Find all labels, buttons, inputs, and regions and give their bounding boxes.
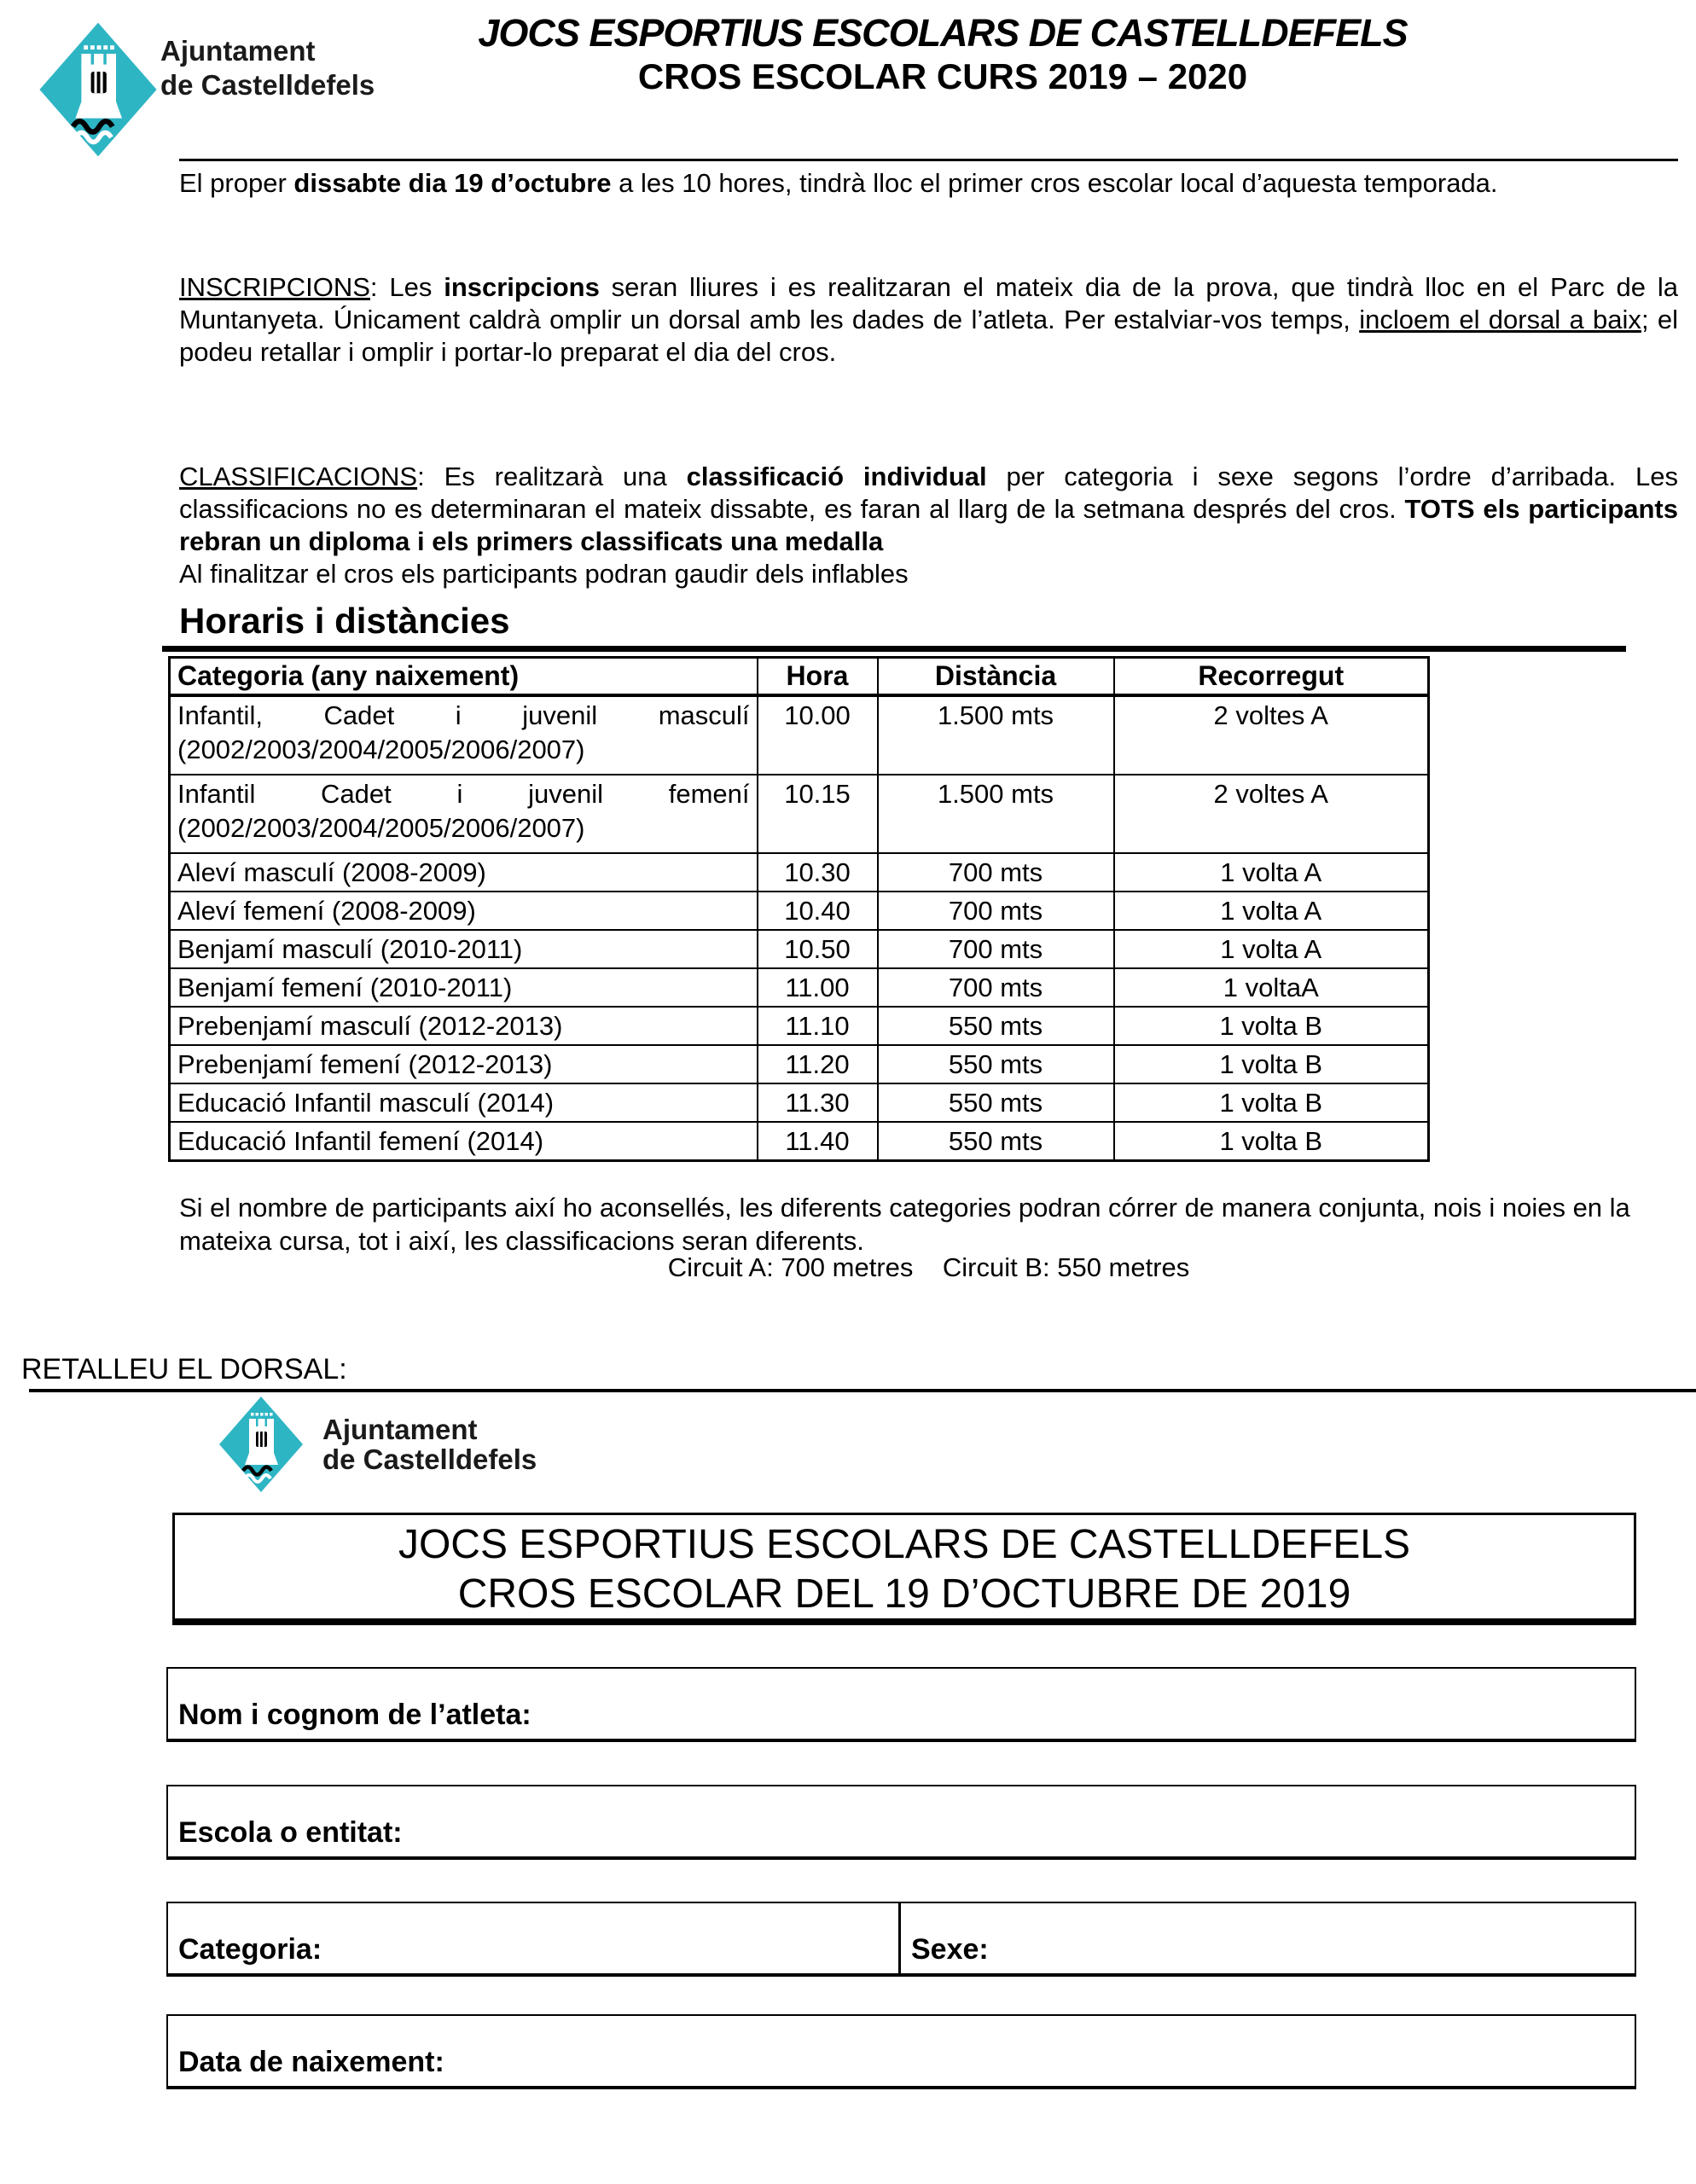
field-category-sex <box>166 1902 1636 1977</box>
logo-line1: Ajuntament <box>160 35 316 67</box>
title-line1: JOCS ESPORTIUS ESCOLARS DE CASTELLDEFELS <box>478 11 1408 55</box>
schedule-cell-distancia: 550 mts <box>878 1083 1114 1122</box>
schedule-cell-categoria: Benjamí masculí (2010-2011) <box>170 930 758 968</box>
schedule-row <box>170 1007 1429 1045</box>
schedule-cell-categoria: Infantil, Cadet i juvenil masculí (2002/2003/2004/2005/2006/2007) <box>170 695 758 775</box>
schedule-cell-categoria: Aleví masculí (2008-2009) <box>170 853 758 892</box>
dorsal-title-line1: JOCS ESPORTIUS ESCOLARS DE CASTELLDEFELS <box>398 1522 1411 1567</box>
schedule-cell-hora: 10.40 <box>758 892 878 930</box>
header-divider <box>179 159 1678 161</box>
schedule-row <box>170 695 1429 775</box>
schedule-row <box>170 892 1429 930</box>
schedule-cell-categoria: Prebenjamí masculí (2012-2013) <box>170 1007 758 1045</box>
participants-note: Si el nombre de participants així ho aconsellés, les diferents categories podran córrer de manera conjunta, nois i noies en la mateixa cursa, tot i així, les classificacions seran diferents. <box>179 1193 1630 1256</box>
schedule-table <box>168 656 1430 1162</box>
inscriptions-paragraph: INSCRIPCIONS: Les inscripcions seran lliures i es realitzaran el mateix dia de la prova, que tindrà lloc en el Parc de la Muntanyeta. Únicament caldrà omplir un dorsal amb les dades de l’atleta. Per estalviar-vos temps, incloem el dorsal a baix; el podeu retallar i omplir i portar-lo preparat el dia del cros. <box>179 272 1678 367</box>
schedule-cell-distancia: 1.500 mts <box>878 775 1114 853</box>
schedule-cell-distancia: 550 mts <box>878 1122 1114 1161</box>
schedule-cell-distancia: 550 mts <box>878 1045 1114 1083</box>
schedule-header-row <box>170 658 1429 696</box>
schedule-rows <box>170 695 1429 1161</box>
schedule-heading-rule <box>162 646 1626 652</box>
schedule-cell-recorregut: 1 volta B <box>1114 1122 1429 1161</box>
schedule-cell-recorregut: 1 voltaA <box>1114 968 1429 1007</box>
schedule-cell-distancia: 700 mts <box>878 853 1114 892</box>
field-athlete-name-label: Nom i cognom de l’atleta: <box>178 1699 531 1731</box>
field-birthdate <box>166 2014 1636 2089</box>
schedule-row <box>170 968 1429 1007</box>
castelldefels-crest-icon <box>38 21 158 162</box>
dorsal-title-line2: CROS ESCOLAR DEL 19 D’OCTUBRE DE 2019 <box>457 1571 1351 1617</box>
schedule-cell-distancia: 550 mts <box>878 1007 1114 1045</box>
schedule-cell-hora: 11.40 <box>758 1122 878 1161</box>
field-category <box>168 1903 901 1973</box>
field-birthdate-label: Data de naixement: <box>178 2046 444 2078</box>
schedule-cell-categoria: Aleví femení (2008-2009) <box>170 892 758 930</box>
schedule-cell-recorregut: 2 voltes A <box>1114 695 1429 775</box>
schedule-cell-recorregut: 1 volta B <box>1114 1045 1429 1083</box>
logo-line2: de Castelldefels <box>322 1443 537 1475</box>
dorsal-title-box <box>172 1513 1636 1625</box>
col-header-recorregut: Recorregut <box>1114 658 1429 696</box>
schedule-cell-distancia: 1.500 mts <box>878 695 1114 775</box>
schedule-cell-recorregut: 1 volta A <box>1114 853 1429 892</box>
schedule-cell-hora: 10.50 <box>758 930 878 968</box>
classifications-paragraph: CLASSIFICACIONS: Es realitzarà una classificació individual per categoria i sexe segons l’ordre d’arribada. Les classificacions no es determinaran el mateix dissabte, es faran al llarg de la setmana després del cros. TOTS els participants rebran un diploma i els primers classificats una medalla Al finalitzar el cros els participants podran gaudir dels inflables <box>179 462 1678 589</box>
schedule-cell-categoria: Infantil Cadet i juvenil femení (2002/2003/2004/2005/2006/2007) <box>170 775 758 853</box>
field-category-label: Categoria: <box>178 1933 322 1966</box>
logo-line2: de Castelldefels <box>160 69 375 101</box>
schedule-cell-recorregut: 1 volta B <box>1114 1083 1429 1122</box>
intro-paragraph: El proper dissabte dia 19 d’octubre a les 10 hores, tindrà lloc el primer cros escolar local d’aquesta temporada. <box>179 168 1498 198</box>
schedule-row <box>170 1083 1429 1122</box>
schedule-cell-recorregut: 1 volta A <box>1114 930 1429 968</box>
schedule-cell-distancia: 700 mts <box>878 930 1114 968</box>
schedule-row <box>170 775 1429 853</box>
schedule-heading: Horaris i distàncies <box>179 601 510 641</box>
schedule-cell-hora: 11.00 <box>758 968 878 1007</box>
schedule-cell-hora: 11.10 <box>758 1007 878 1045</box>
schedule-cell-categoria: Educació Infantil masculí (2014) <box>170 1083 758 1122</box>
schedule-row <box>170 1122 1429 1161</box>
col-header-categoria: Categoria (any naixement) <box>170 658 758 696</box>
field-sex-label: Sexe: <box>911 1933 989 1966</box>
castelldefels-crest-icon <box>218 1396 304 1497</box>
dorsal-logo-wordmark <box>322 1414 537 1474</box>
document-title <box>205 10 1681 97</box>
schedule-cell-recorregut: 2 voltes A <box>1114 775 1429 853</box>
schedule-row <box>170 1045 1429 1083</box>
col-header-distancia: Distància <box>878 658 1114 696</box>
schedule-row <box>170 853 1429 892</box>
schedule-cell-hora: 10.00 <box>758 695 878 775</box>
schedule-cell-distancia: 700 mts <box>878 892 1114 930</box>
schedule-cell-hora: 10.30 <box>758 853 878 892</box>
schedule-cell-distancia: 700 mts <box>878 968 1114 1007</box>
cut-line <box>29 1389 1696 1392</box>
field-school-label: Escola o entitat: <box>178 1816 403 1849</box>
circuit-distances: Circuit A: 700 metres Circuit B: 550 metres <box>667 1252 1190 1282</box>
schedule-cell-hora: 11.30 <box>758 1083 878 1122</box>
schedule-cell-recorregut: 1 volta A <box>1114 892 1429 930</box>
schedule-cell-recorregut: 1 volta B <box>1114 1007 1429 1045</box>
schedule-row <box>170 930 1429 968</box>
schedule-cell-categoria: Benjamí femení (2010-2011) <box>170 968 758 1007</box>
field-school <box>166 1785 1636 1860</box>
field-sex <box>901 1903 1635 1973</box>
schedule-cell-hora: 11.20 <box>758 1045 878 1083</box>
title-line2: CROS ESCOLAR CURS 2019 – 2020 <box>637 56 1248 96</box>
field-athlete-name <box>166 1667 1636 1742</box>
schedule-cell-categoria: Educació Infantil femení (2014) <box>170 1122 758 1161</box>
schedule-cell-categoria: Prebenjamí femení (2012-2013) <box>170 1045 758 1083</box>
schedule-cell-hora: 10.15 <box>758 775 878 853</box>
cut-dorsal-label: RETALLEU EL DORSAL: <box>21 1353 347 1385</box>
logo-line1: Ajuntament <box>322 1414 478 1445</box>
col-header-hora: Hora <box>758 658 878 696</box>
